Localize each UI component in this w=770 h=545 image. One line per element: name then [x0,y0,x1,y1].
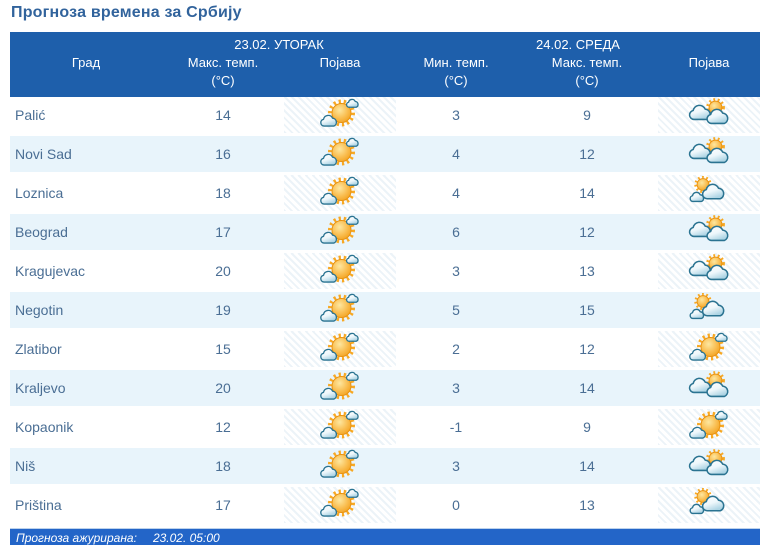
wed-weather-icon-cell [658,252,760,291]
corner-cell [10,32,162,53]
tue-max-temp-value: 20 [162,252,284,291]
sun-cloud-icon [317,98,363,132]
city-name: Kopaonik [10,408,162,447]
city-name: Negotin [10,291,162,330]
page-title: Прогноза времена за Србију [11,4,242,21]
wed-max-temp-value: 15 [516,291,658,330]
sun-cloud-icon [317,449,363,483]
wed-min-temp-value: 6 [396,213,516,252]
table-row [10,447,760,486]
tue-max-temp-value: 14 [162,97,284,135]
sun-cloud-icon [317,254,363,288]
tue-weather-icon-cell [284,408,396,447]
update-timestamp: 23.02. 05:00 [152,531,220,545]
tue-weather-icon-cell [284,486,396,525]
wed-max-temp-value: 14 [516,447,658,486]
table-row [10,135,760,174]
wed-min-temp-value: 5 [396,291,516,330]
wed-min-temp-value: 3 [396,252,516,291]
wed-weather-icon-cell [658,330,760,369]
wed-max-temp-value: 14 [516,174,658,213]
col-header-wed-max-temp [516,53,658,97]
city-name: Kraljevo [10,369,162,408]
wed-max-temp-value: 12 [516,330,658,369]
sun-cloud-icon [317,371,363,405]
wed-max-temp-value: 12 [516,213,658,252]
clouds-sun-icon [686,254,732,288]
wed-max-temp-value: 13 [516,486,658,525]
forecast-rows [10,97,760,525]
wed-min-temp-value: 3 [396,369,516,408]
sun-behind-clouds-icon [686,488,732,522]
table-row [10,97,760,135]
forecast-table [10,32,760,526]
tue-max-temp-value: 20 [162,369,284,408]
tue-weather-icon-cell [284,97,396,135]
clouds-sun-icon [686,449,732,483]
wed-weather-icon-cell [658,135,760,174]
tue-max-temp-value: 17 [162,213,284,252]
clouds-sun-icon [686,215,732,249]
wed-max-temp-value: 13 [516,252,658,291]
table-row [10,369,760,408]
max-temp-label: Макс. темп. [187,55,259,70]
tue-max-temp-value: 18 [162,174,284,213]
tue-weather-icon-cell [284,252,396,291]
sun-cloud-icon [317,488,363,522]
wed-weather-icon-cell [658,408,760,447]
wed-max-temp-value: 12 [516,135,658,174]
tue-weather-icon-cell [284,369,396,408]
city-name: Priština [10,486,162,525]
wed-min-temp-value: 4 [396,135,516,174]
wed-min-temp-value: 4 [396,174,516,213]
update-label: Прогноза ажурирана: [16,531,137,545]
min-temp-label: Мин. темп. [423,55,489,70]
table-row [10,291,760,330]
wed-min-temp-value: 3 [396,447,516,486]
unit-label: (°C) [211,73,235,89]
table-row [10,408,760,447]
tue-max-temp-value: 18 [162,447,284,486]
city-name: Kragujevac [10,252,162,291]
wed-weather-icon-cell [658,174,760,213]
table-row [10,213,760,252]
city-name: Zlatibor [10,330,162,369]
sun-cloud-icon [317,137,363,171]
clouds-sun-icon [686,98,732,132]
city-name: Novi Sad [10,135,162,174]
tue-weather-icon-cell [284,213,396,252]
sun-cloud-icon [686,332,732,366]
wed-weather-icon-cell [658,213,760,252]
tue-weather-icon-cell [284,174,396,213]
col-header-tue-phenomenon: Појава [284,53,396,97]
wed-weather-icon-cell [658,97,760,135]
wed-weather-icon-cell [658,291,760,330]
day-header-wednesday: 24.02. СРЕДА [396,32,760,53]
tue-max-temp-value: 19 [162,291,284,330]
sun-cloud-icon [317,176,363,210]
tue-max-temp-value: 17 [162,486,284,525]
clouds-sun-icon [686,371,732,405]
sun-cloud-icon [317,293,363,327]
table-row [10,252,760,291]
city-name: Niš [10,447,162,486]
sun-cloud-icon [686,410,732,444]
wed-max-temp-value: 9 [516,97,658,135]
tue-weather-icon-cell [284,330,396,369]
tue-weather-icon-cell [284,135,396,174]
sun-cloud-icon [317,215,363,249]
city-name: Loznica [10,174,162,213]
sun-behind-clouds-icon [686,176,732,210]
wed-min-temp-value: 3 [396,97,516,135]
table-row [10,486,760,525]
wed-min-temp-value: -1 [396,408,516,447]
table-row [10,330,760,369]
wed-min-temp-value: 2 [396,330,516,369]
wed-max-temp-value: 9 [516,408,658,447]
table-row [10,174,760,213]
clouds-sun-icon [686,137,732,171]
tue-max-temp-value: 15 [162,330,284,369]
col-header-wed-min-temp [396,53,516,97]
day-header-tuesday: 23.02. УТОРАК [162,32,396,53]
wed-weather-icon-cell [658,447,760,486]
col-header-city: Град [10,53,162,97]
sun-cloud-icon [317,410,363,444]
sun-cloud-icon [317,332,363,366]
city-name: Beograd [10,213,162,252]
wed-max-temp-value: 14 [516,369,658,408]
col-header-wed-phenomenon: Појава [658,53,760,97]
max-temp-label: Макс. темп. [551,55,623,70]
tue-weather-icon-cell [284,291,396,330]
tue-max-temp-value: 16 [162,135,284,174]
col-header-tue-max-temp [162,53,284,97]
city-name: Palić [10,97,162,135]
tue-max-temp-value: 12 [162,408,284,447]
wed-weather-icon-cell [658,369,760,408]
wed-weather-icon-cell [658,486,760,525]
sun-behind-clouds-icon [686,293,732,327]
table-header [10,32,760,97]
unit-label: (°C) [444,73,468,89]
tue-weather-icon-cell [284,447,396,486]
unit-label: (°C) [575,73,599,89]
wed-min-temp-value: 0 [396,486,516,525]
